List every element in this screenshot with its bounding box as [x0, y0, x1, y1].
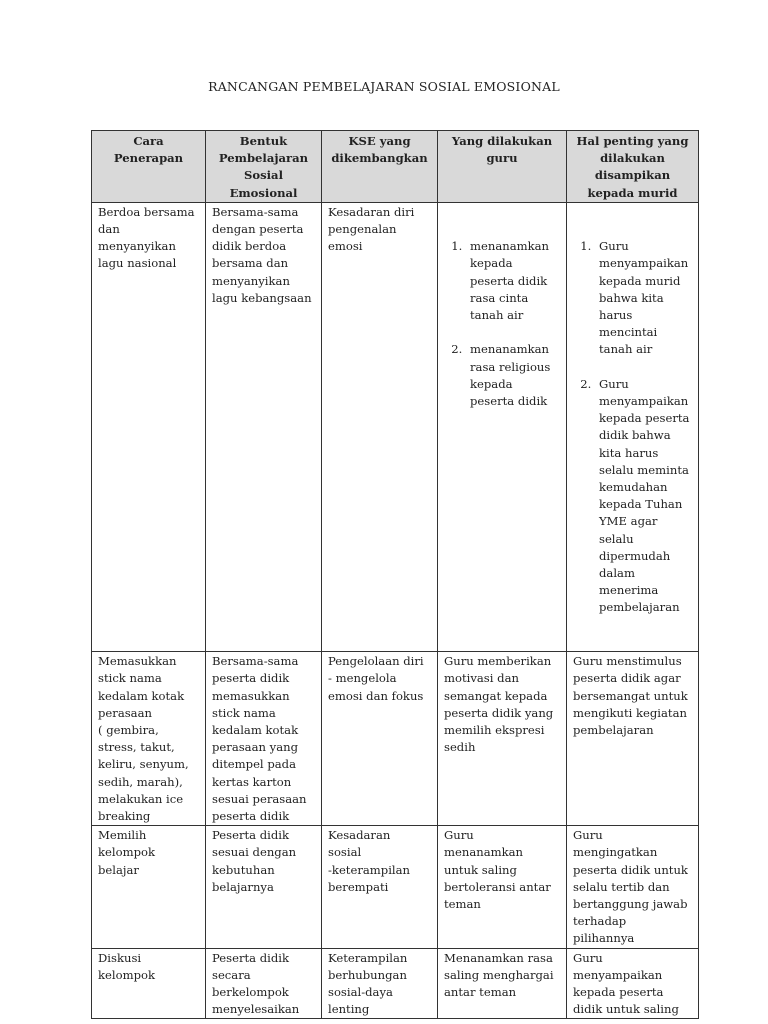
- table-row: [92, 652, 699, 826]
- learning-plan-table: [91, 130, 699, 1019]
- list-item: 2. Guru menyampaikan kepada peserta didik bahwa kita harus selalu meminta kemudahan kepada Tuhan YME agar selalu dipermudah dalam menerima pembelajaran: [595, 376, 692, 617]
- header-row: [92, 131, 699, 203]
- cell-cara: Memilih kelompok belajar: [92, 826, 206, 948]
- table-row: [92, 948, 699, 1019]
- cell-cara: Diskusi kelompok: [92, 948, 206, 1019]
- cell-guru: Guru memberikan motivasi dan semangat kepada peserta didik yang memilih ekspresi sedih: [438, 652, 567, 826]
- cell-guru: [438, 202, 567, 651]
- cell-cara: Memasukkan stick nama kedalam kotak perasaan ( gembira, stress, takut, keliru, senyum, sedih, marah), melakukan ice breaking: [92, 652, 206, 826]
- cell-murid: Guru mengingatkan peserta didik untuk selalu tertib dan bertanggung jawab terhadap pilihannya: [567, 826, 699, 948]
- cell-cara: Berdoa bersama dan menyanyikan lagu nasional: [92, 202, 206, 651]
- cell-kse: Keterampilan berhubungan sosial-daya lenting: [322, 948, 438, 1019]
- header-hal-penting: Hal penting yang dilakukan disampikan kepada murid: [567, 131, 699, 203]
- list-item: 1. menanamkan kepada peserta didik rasa cinta tanah air: [466, 238, 560, 324]
- guru-list: [444, 221, 560, 427]
- cell-guru: Menanamkan rasa saling menghargai antar teman: [438, 948, 567, 1019]
- cell-guru: Guru menanamkan untuk saling bertoleransi antar teman: [438, 826, 567, 948]
- murid-list: [573, 221, 692, 634]
- header-yang-dilakukan-guru: Yang dilakukan guru: [438, 131, 567, 203]
- cell-bentuk: Bersama-sama dengan peserta didik berdoa bersama dan menyanyikan lagu kebangsaan: [206, 202, 322, 651]
- list-item: 2. menanamkan rasa religious kepada peserta didik: [466, 341, 560, 410]
- cell-bentuk: Bersama-sama peserta didik memasukkan stick nama kedalam kotak perasaan yang ditempel pada kertas karton sesuai perasaan peserta didik: [206, 652, 322, 826]
- header-bentuk-pembelajaran: Bentuk Pembelajaran Sosial Emosional: [206, 131, 322, 203]
- table-row: [92, 826, 699, 948]
- cell-kse: Pengelolaan diri - mengelola emosi dan fokus: [322, 652, 438, 826]
- cell-kse: Kesadaran sosial -keterampilan berempati: [322, 826, 438, 948]
- cell-bentuk: Peserta didik sesuai dengan kebutuhan belajarnya: [206, 826, 322, 948]
- table-row: [92, 202, 699, 651]
- cell-murid: Guru menyampaikan kepada peserta didik untuk saling: [567, 948, 699, 1019]
- cell-kse: Kesadaran diri pengenalan emosi: [322, 202, 438, 651]
- list-item: 1. Guru menyampaikan kepada murid bahwa kita harus mencintai tanah air: [595, 238, 692, 358]
- cell-murid: [567, 202, 699, 651]
- header-kse: KSE yang dikembangkan: [322, 131, 438, 203]
- header-cara-penerapan: Cara Penerapan: [92, 131, 206, 203]
- cell-bentuk: Peserta didik secara berkelompok menyelesaikan: [206, 948, 322, 1019]
- cell-murid: Guru menstimulus peserta didik agar bersemangat untuk mengikuti kegiatan pembelajaran: [567, 652, 699, 826]
- document-title: RANCANGAN PEMBELAJARAN SOSIAL EMOSIONAL: [208, 79, 560, 94]
